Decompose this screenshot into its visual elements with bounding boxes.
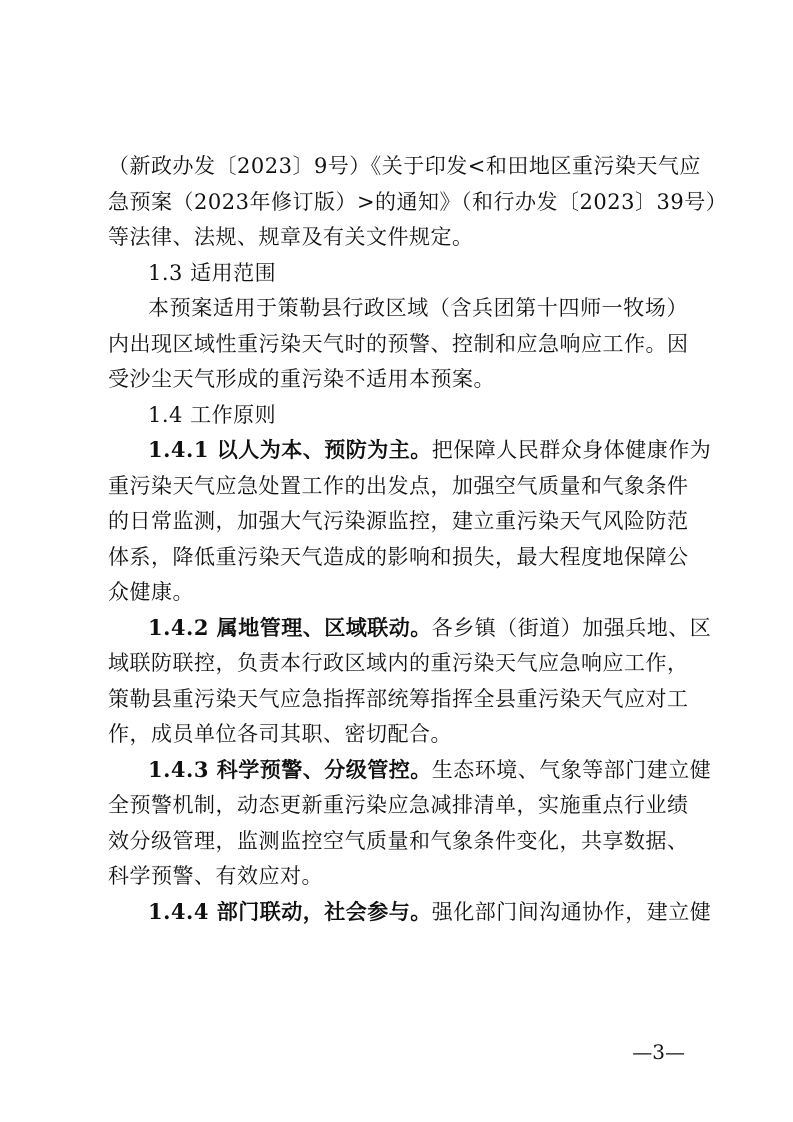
line-text: 全预警机制，动态更新重污染应急减排清单，实施重点行业绩 — [108, 793, 689, 817]
line-text: 1.4 工作原则 — [148, 402, 277, 427]
line-text: 等法律、法规、规章及有关文件规定。 — [108, 225, 474, 249]
line-text: 重污染天气应急处置工作的出发点，加强空气质量和气象条件 — [108, 473, 689, 498]
text-line-21 — [108, 858, 688, 894]
line-text: 各乡镇（街道）加强兵地、区 — [431, 615, 712, 640]
text-line-1 — [108, 148, 701, 184]
principle-1-4-2 — [108, 610, 712, 646]
line-text: 把保障人民群众身体健康作为 — [431, 438, 712, 462]
line-text: 强化部门间沟通协作，建立健 — [431, 899, 712, 924]
text-line-11 — [108, 503, 688, 539]
text-line-7 — [108, 361, 688, 397]
text-line-3 — [108, 219, 688, 255]
line-text: 生态环境、气象等部门建立健 — [431, 757, 712, 782]
principle-1-4-1 — [108, 432, 712, 468]
line-head: 1.4.4 部门联动，社会参与。 — [148, 898, 432, 924]
text-line-16 — [108, 681, 688, 717]
line-text: 体系，降低重污染天气造成的影响和损失，最大程度地保障公 — [108, 544, 689, 569]
line-text: 受沙尘天气形成的重污染不适用本预案。 — [108, 367, 495, 391]
text-line-10 — [108, 468, 688, 504]
section-heading-1-4 — [108, 397, 688, 433]
line-text: （新政办发〔2023〕9号）《关于印发<和田地区重污染天气应 — [108, 154, 701, 178]
line-text: 急预案（2023年修订版）>的通知》（和行办发〔2023〕39号） — [108, 189, 728, 214]
line-text: 本预案适用于策勒县行政区域（含兵团第十四师一牧场） — [148, 296, 688, 320]
text-line-19 — [108, 787, 688, 823]
line-text: 策勒县重污染天气应急指挥部统筹指挥全县重污染天气应对工 — [108, 686, 689, 711]
line-head: 1.4.1 以人为本、预防为主。 — [148, 437, 432, 462]
section-heading-1-3 — [108, 255, 688, 291]
principle-1-4-3 — [108, 752, 712, 788]
text-line-15 — [108, 645, 688, 681]
line-text: 效分级管理，监测监控空气质量和气象条件变化，共享数据、 — [108, 828, 689, 853]
line-text: 科学预警、有效应对。 — [108, 864, 323, 888]
principle-1-4-4 — [108, 894, 712, 930]
text-line-5 — [108, 290, 688, 326]
text-line-20 — [108, 823, 688, 859]
line-text: 1.3 适用范围 — [148, 260, 277, 285]
text-line-6 — [108, 326, 688, 362]
document-body — [108, 148, 728, 929]
line-text: 内出现区域性重污染天气时的预警、控制和应急响应工作。因 — [108, 331, 689, 356]
page-number: —3— — [632, 1040, 685, 1064]
line-text: 众健康。 — [108, 580, 194, 604]
line-text: 的日常监测，加强大气污染源监控，建立重污染天气风险防范 — [108, 509, 689, 533]
line-head: 1.4.2 属地管理、区域联动。 — [148, 614, 432, 640]
text-line-2 — [108, 184, 728, 220]
line-head: 1.4.3 科学预警、分级管控。 — [148, 756, 432, 782]
line-text: 域联防联控，负责本行政区域内的重污染天气应急响应工作， — [108, 651, 689, 675]
text-line-13 — [108, 574, 688, 610]
line-text: 作，成员单位各司其职、密切配合。 — [108, 722, 452, 746]
text-line-17 — [108, 716, 688, 752]
text-line-12 — [108, 539, 688, 575]
